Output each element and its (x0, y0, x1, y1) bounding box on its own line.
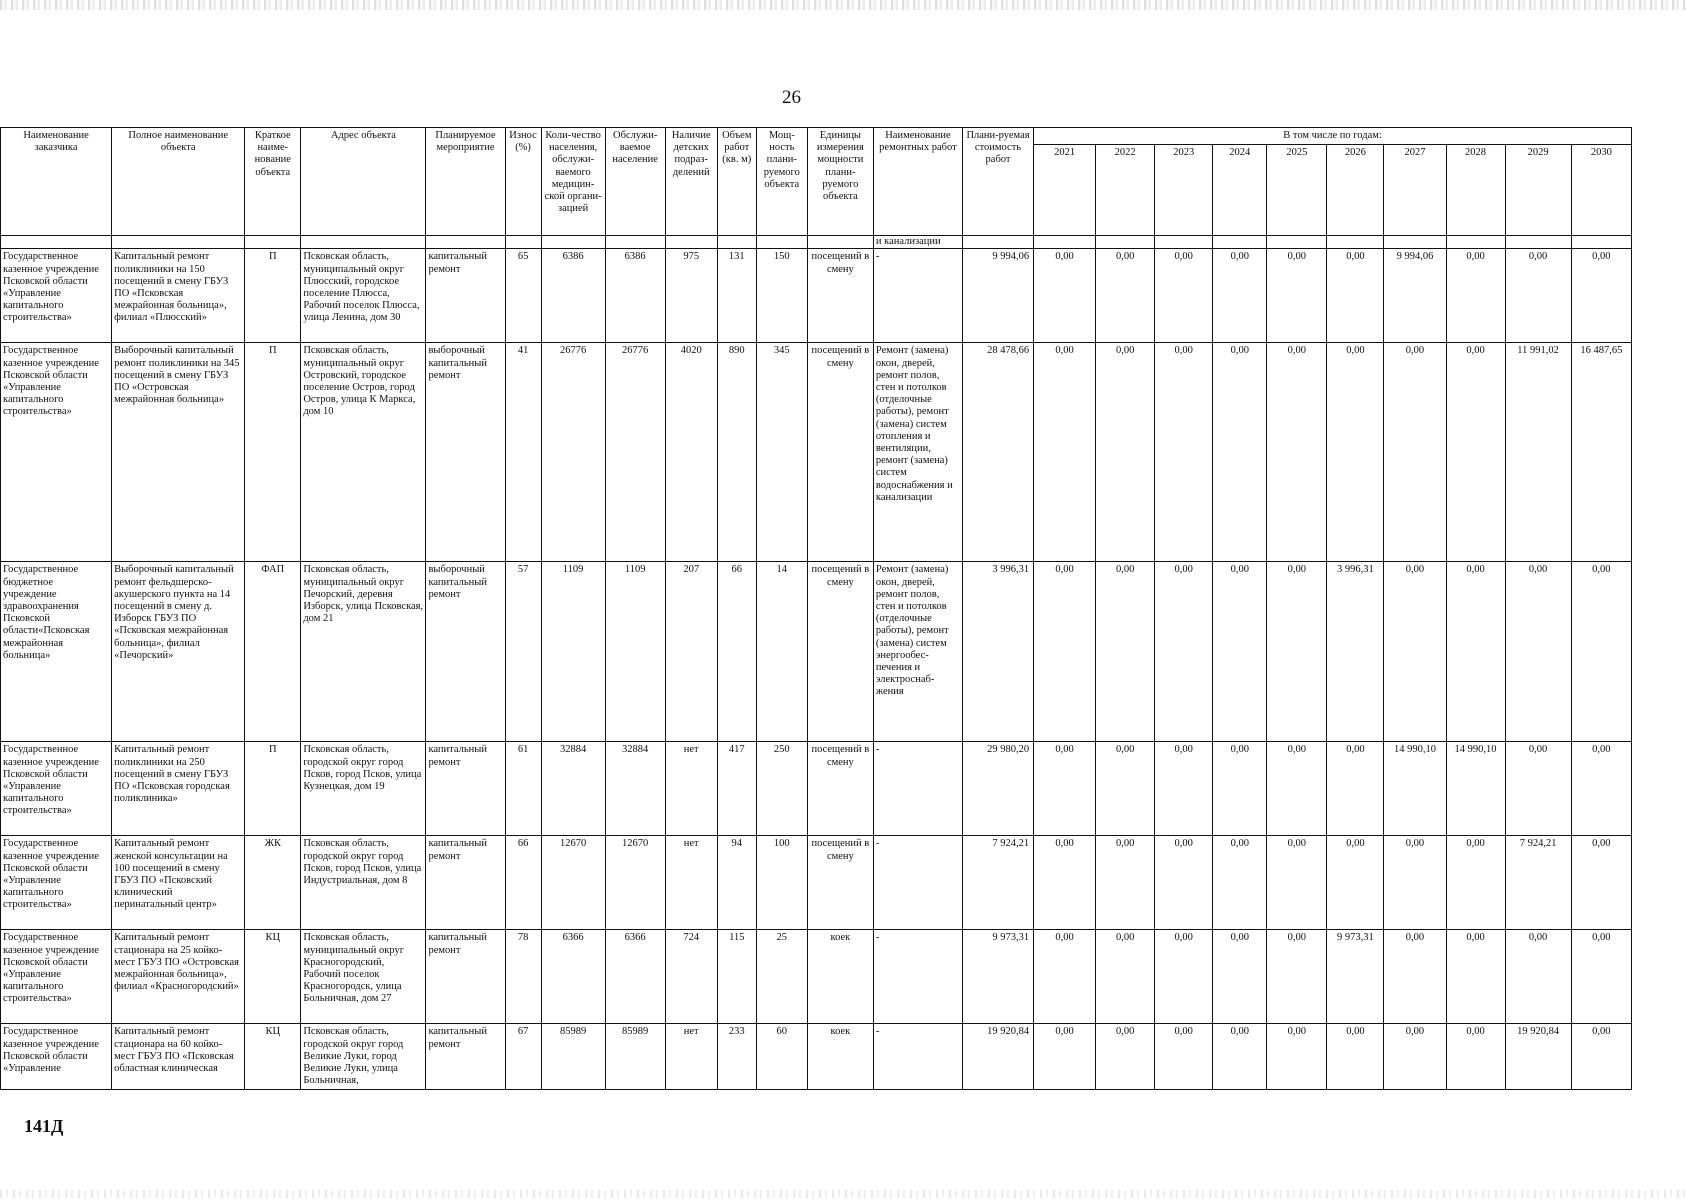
cell-units: посещений в смену (807, 249, 873, 343)
cell-short-name: ФАП (245, 562, 301, 742)
col-served: Обслужи-ваемое население (605, 128, 665, 236)
cell-children: нет (665, 1024, 717, 1090)
cell-full-name: Капитальный ремонт стационара на 25 койко-мест ГБУЗ ПО «Островская межрайонная больница», филиал «Красногородский» (112, 930, 245, 1024)
cell-measure: капитальный ремонт (426, 1024, 505, 1090)
cell-works: - (873, 742, 962, 836)
cell-year-2022: 0,00 (1096, 249, 1155, 343)
cell-year-2029: 11 991,02 (1505, 343, 1571, 562)
cell-year-2024: 0,00 (1213, 930, 1267, 1024)
cell-year-2021: 0,00 (1034, 836, 1096, 930)
cell-volume: 131 (717, 249, 756, 343)
cell-year-2027: 0,00 (1384, 930, 1446, 1024)
cell-capacity: 25 (756, 930, 807, 1024)
cell-works: - (873, 836, 962, 930)
cell-year-2021: 0,00 (1034, 742, 1096, 836)
cell-year-2025: 0,00 (1267, 1024, 1327, 1090)
page-number: 26 (782, 87, 801, 108)
cell-customer: Государственное казенное учреждение Псковской области «Управление капитального строительства» (1, 836, 112, 930)
cell-year-2023: 0,00 (1155, 742, 1213, 836)
cell-children: 4020 (665, 343, 717, 562)
cell-year-2030: 0,00 (1571, 1024, 1631, 1090)
cell-year-2029: 0,00 (1505, 742, 1571, 836)
cell-children: нет (665, 836, 717, 930)
col-year: 2028 (1446, 145, 1505, 236)
cell-wear: 41 (505, 343, 541, 562)
cell-cost: 3 996,31 (962, 562, 1033, 742)
cell-short-name: П (245, 742, 301, 836)
cell-year-2025: 0,00 (1267, 836, 1327, 930)
cell-year-2029: 0,00 (1505, 562, 1571, 742)
cell-volume: 890 (717, 343, 756, 562)
cell-customer: Государственное бюджетное учреждение здравоохранения Псковской области«Псковская межрайонная больница» (1, 562, 112, 742)
table-row (1, 930, 1632, 1024)
document-code: 141Д (24, 1116, 64, 1136)
cell-wear: 57 (505, 562, 541, 742)
col-full-name: Полное наименование объекта (112, 128, 245, 236)
cell-wear: 61 (505, 742, 541, 836)
cell-address: Псковская область, муниципальный округ Островский, городское поселение Остров, город Остров, улица К Маркса, дом 10 (301, 343, 426, 562)
cell-full-name: Капитальный ремонт поликлиники на 250 посещений в смену ГБУЗ ПО «Псковская городская поликлиника» (112, 742, 245, 836)
cell-served: 26776 (605, 343, 665, 562)
cell-year-2023: 0,00 (1155, 1024, 1213, 1090)
cell-short-name: П (245, 343, 301, 562)
col-by-years: В том числе по годам: (1034, 128, 1632, 145)
cell-year-2027: 0,00 (1384, 836, 1446, 930)
cell-measure: капитальный ремонт (426, 836, 505, 930)
cell-full-name: Выборочный капитальный ремонт поликлиники на 345 посещений в смену ГБУЗ ПО «Островская межрайонная больница» (112, 343, 245, 562)
cell-year-2024: 0,00 (1213, 562, 1267, 742)
cell-volume: 66 (717, 562, 756, 742)
table-row (1, 249, 1632, 343)
cell-cost: 29 980,20 (962, 742, 1033, 836)
cell-year-2025: 0,00 (1267, 249, 1327, 343)
cell-served: 1109 (605, 562, 665, 742)
cell-year-2024: 0,00 (1213, 742, 1267, 836)
cell-year-2030: 0,00 (1571, 562, 1631, 742)
col-year: 2024 (1213, 145, 1267, 236)
cell-full-name: Выборочный капитальный ремонт фельдшерско-акушерского пункта на 14 посещений в смену д. Изборск ГБУЗ ПО «Псковская межрайонная больница», филиал «Печорский» (112, 562, 245, 742)
cell-year-2029: 0,00 (1505, 930, 1571, 1024)
cell-year-2023: 0,00 (1155, 249, 1213, 343)
cell-year-2021: 0,00 (1034, 343, 1096, 562)
cell-short-name: П (245, 249, 301, 343)
cell-year-2023: 0,00 (1155, 562, 1213, 742)
cell-year-2025: 0,00 (1267, 742, 1327, 836)
cell-units: посещений в смену (807, 742, 873, 836)
col-year: 2030 (1571, 145, 1631, 236)
col-population: Коли-чество населения, обслужи-ваемого медицин-ской органи-зацией (541, 128, 605, 236)
cell-year-2030: 0,00 (1571, 836, 1631, 930)
cell-customer: Государственное казенное учреждение Псковской области «Управление (1, 1024, 112, 1090)
cell-capacity: 150 (756, 249, 807, 343)
cell-year-2027: 9 994,06 (1384, 249, 1446, 343)
cell-served: 32884 (605, 742, 665, 836)
cell-year-2022: 0,00 (1096, 562, 1155, 742)
cell-cost: 19 920,84 (962, 1024, 1033, 1090)
cell-measure: выборочный капитальный ремонт (426, 343, 505, 562)
cell-measure: капитальный ремонт (426, 742, 505, 836)
cell-year-2022: 0,00 (1096, 836, 1155, 930)
cell-year-2026: 0,00 (1327, 1024, 1384, 1090)
col-measure: Планируемое мероприятие (426, 128, 505, 236)
cell-year-2026: 0,00 (1327, 836, 1384, 930)
carryover-works: и канализации (873, 236, 962, 249)
cell-year-2026: 0,00 (1327, 249, 1384, 343)
cell-volume: 233 (717, 1024, 756, 1090)
col-year: 2029 (1505, 145, 1571, 236)
cell-year-2022: 0,00 (1096, 930, 1155, 1024)
cell-wear: 66 (505, 836, 541, 930)
cell-year-2022: 0,00 (1096, 1024, 1155, 1090)
cell-year-2021: 0,00 (1034, 930, 1096, 1024)
cell-year-2024: 0,00 (1213, 343, 1267, 562)
cell-wear: 67 (505, 1024, 541, 1090)
col-works: Наименование ремонтных работ (873, 128, 962, 236)
carryover-row (1, 236, 1632, 249)
cell-year-2026: 9 973,31 (1327, 930, 1384, 1024)
cell-address: Псковская область, муниципальный округ Печорский, деревня Изборск, улица Псковская, дом 21 (301, 562, 426, 742)
cell-capacity: 100 (756, 836, 807, 930)
cell-year-2023: 0,00 (1155, 930, 1213, 1024)
cell-year-2024: 0,00 (1213, 836, 1267, 930)
cell-served: 12670 (605, 836, 665, 930)
cell-short-name: КЦ (245, 1024, 301, 1090)
cell-children: 724 (665, 930, 717, 1024)
cell-cost: 28 478,66 (962, 343, 1033, 562)
cell-year-2026: 0,00 (1327, 742, 1384, 836)
cell-children: 975 (665, 249, 717, 343)
cell-year-2030: 0,00 (1571, 249, 1631, 343)
cell-year-2021: 0,00 (1034, 249, 1096, 343)
col-year: 2025 (1267, 145, 1327, 236)
cell-full-name: Капитальный ремонт поликлиники на 150 посещений в смену ГБУЗ ПО «Псковская межрайонная больница», филиал «Плюсский» (112, 249, 245, 343)
cell-year-2027: 0,00 (1384, 1024, 1446, 1090)
cell-population: 6366 (541, 930, 605, 1024)
cell-year-2023: 0,00 (1155, 343, 1213, 562)
col-units: Единицы измерения мощности плани-руемого объекта (807, 128, 873, 236)
cell-measure: выборочный капитальный ремонт (426, 562, 505, 742)
cell-year-2024: 0,00 (1213, 249, 1267, 343)
cell-year-2028: 0,00 (1446, 1024, 1505, 1090)
cell-units: посещений в смену (807, 836, 873, 930)
cell-year-2029: 7 924,21 (1505, 836, 1571, 930)
cell-year-2025: 0,00 (1267, 930, 1327, 1024)
cell-works: Ремонт (замена) окон, дверей, ремонт полов, стен и потолков (отделочные работы), ремонт (замена) систем энергообес-печения и электроснаб-жения (873, 562, 962, 742)
cell-full-name: Капитальный ремонт стационара на 60 койко-мест ГБУЗ ПО «Псковская областная клиническая (112, 1024, 245, 1090)
table-row (1, 343, 1632, 562)
cell-measure: капитальный ремонт (426, 930, 505, 1024)
cell-year-2029: 0,00 (1505, 249, 1571, 343)
cell-works: - (873, 1024, 962, 1090)
cell-address: Псковская область, муниципальный округ Плюсский, городское поселение Плюсса, Рабочий поселок Плюсса, улица Ленина, дом 30 (301, 249, 426, 343)
cell-cost: 9 973,31 (962, 930, 1033, 1024)
col-capacity: Мощ-ность плани-руемого объекта (756, 128, 807, 236)
cell-wear: 78 (505, 930, 541, 1024)
cell-address: Псковская область, городской округ город Великие Луки, город Великие Луки, улица Больничная, (301, 1024, 426, 1090)
cell-works: Ремонт (замена) окон, дверей, ремонт полов, стен и потолков (отделочные работы), ремонт (замена) систем отопления и вентиляции, ремонт (замена) систем водоснабжения и канализации (873, 343, 962, 562)
cell-population: 32884 (541, 742, 605, 836)
cell-capacity: 14 (756, 562, 807, 742)
cell-volume: 115 (717, 930, 756, 1024)
cell-year-2028: 0,00 (1446, 562, 1505, 742)
col-year: 2023 (1155, 145, 1213, 236)
cell-population: 85989 (541, 1024, 605, 1090)
cell-capacity: 60 (756, 1024, 807, 1090)
cell-year-2030: 16 487,65 (1571, 343, 1631, 562)
cell-year-2028: 0,00 (1446, 249, 1505, 343)
cell-short-name: ЖК (245, 836, 301, 930)
cell-year-2021: 0,00 (1034, 1024, 1096, 1090)
cell-address: Псковская область, муниципальный округ Красногородский, Рабочий поселок Красногородск, улица Больничная, дом 27 (301, 930, 426, 1024)
cell-year-2027: 0,00 (1384, 343, 1446, 562)
col-short-name: Краткое наиме-нование объекта (245, 128, 301, 236)
cell-units: посещений в смену (807, 562, 873, 742)
col-customer: Наименование заказчика (1, 128, 112, 236)
cell-children: 207 (665, 562, 717, 742)
cell-served: 6366 (605, 930, 665, 1024)
cell-customer: Государственное казенное учреждение Псковской области «Управление капитального строительства» (1, 930, 112, 1024)
cell-volume: 417 (717, 742, 756, 836)
cell-served: 85989 (605, 1024, 665, 1090)
cell-year-2025: 0,00 (1267, 562, 1327, 742)
scan-edge-bottom (0, 1190, 1686, 1198)
cell-measure: капитальный ремонт (426, 249, 505, 343)
col-cost: Плани-руемая стоимость работ (962, 128, 1033, 236)
cell-year-2027: 14 990,10 (1384, 742, 1446, 836)
cell-units: посещений в смену (807, 343, 873, 562)
cell-population: 6386 (541, 249, 605, 343)
cell-year-2029: 19 920,84 (1505, 1024, 1571, 1090)
cell-address: Псковская область, городской округ город Псков, город Псков, улица Кузнецкая, дом 19 (301, 742, 426, 836)
cell-year-2027: 0,00 (1384, 562, 1446, 742)
table-row (1, 742, 1632, 836)
cell-year-2028: 0,00 (1446, 930, 1505, 1024)
cell-full-name: Капитальный ремонт женской консультации на 100 посещений в смену ГБУЗ ПО «Псковский клинический перинатальный центр» (112, 836, 245, 930)
cell-year-2026: 3 996,31 (1327, 562, 1384, 742)
col-children: Наличие детских подраз-делений (665, 128, 717, 236)
table-row (1, 1024, 1632, 1090)
table-row (1, 836, 1632, 930)
cell-year-2028: 14 990,10 (1446, 742, 1505, 836)
cell-volume: 94 (717, 836, 756, 930)
cell-year-2025: 0,00 (1267, 343, 1327, 562)
cell-year-2028: 0,00 (1446, 343, 1505, 562)
cell-customer: Государственное казенное учреждение Псковской области «Управление капитального строительства» (1, 343, 112, 562)
cell-year-2021: 0,00 (1034, 562, 1096, 742)
cell-year-2022: 0,00 (1096, 343, 1155, 562)
cell-year-2026: 0,00 (1327, 343, 1384, 562)
cell-capacity: 250 (756, 742, 807, 836)
cell-year-2024: 0,00 (1213, 1024, 1267, 1090)
cell-population: 26776 (541, 343, 605, 562)
cell-population: 1109 (541, 562, 605, 742)
cell-year-2022: 0,00 (1096, 742, 1155, 836)
cell-customer: Государственное казенное учреждение Псковской области «Управление капитального строительства» (1, 742, 112, 836)
cell-address: Псковская область, городской округ город Псков, город Псков, улица Индустриальная, дом 8 (301, 836, 426, 930)
table-row (1, 562, 1632, 742)
col-year: 2021 (1034, 145, 1096, 236)
cell-wear: 65 (505, 249, 541, 343)
facilities-table (0, 127, 1632, 1090)
cell-year-2023: 0,00 (1155, 836, 1213, 930)
col-year: 2022 (1096, 145, 1155, 236)
cell-customer: Государственное казенное учреждение Псковской области «Управление капитального строительства» (1, 249, 112, 343)
cell-year-2028: 0,00 (1446, 836, 1505, 930)
cell-capacity: 345 (756, 343, 807, 562)
scan-edge-top (0, 0, 1686, 10)
cell-works: - (873, 249, 962, 343)
col-year: 2027 (1384, 145, 1446, 236)
cell-cost: 9 994,06 (962, 249, 1033, 343)
cell-children: нет (665, 742, 717, 836)
cell-short-name: КЦ (245, 930, 301, 1024)
cell-population: 12670 (541, 836, 605, 930)
cell-units: коек (807, 1024, 873, 1090)
col-address: Адрес объекта (301, 128, 426, 236)
col-volume: Объем работ (кв. м) (717, 128, 756, 236)
cell-cost: 7 924,21 (962, 836, 1033, 930)
col-wear: Износ (%) (505, 128, 541, 236)
cell-year-2030: 0,00 (1571, 930, 1631, 1024)
cell-works: - (873, 930, 962, 1024)
cell-year-2030: 0,00 (1571, 742, 1631, 836)
header-row (1, 128, 1632, 145)
col-year: 2026 (1327, 145, 1384, 236)
cell-served: 6386 (605, 249, 665, 343)
cell-units: коек (807, 930, 873, 1024)
